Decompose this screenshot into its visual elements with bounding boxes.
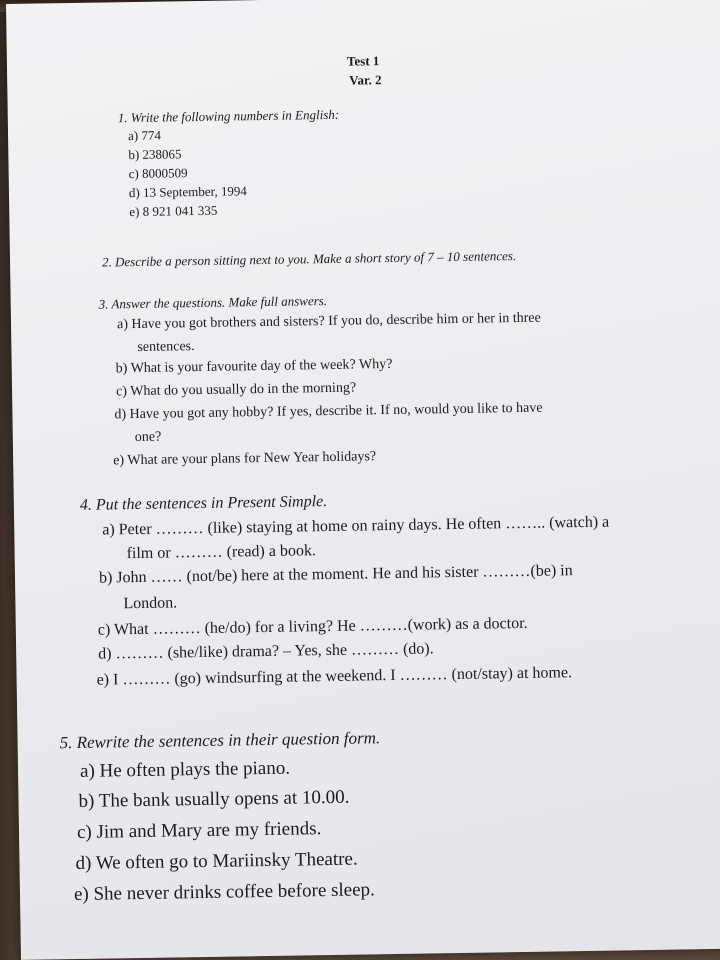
task2-instruction: 2. Describe a person sitting next to you. Make a short story of 7 – 10 sentences. [101, 248, 517, 270]
task3-line: e) What are your plans for New Year holidays? [113, 449, 377, 469]
task4-line: b) John …… (not/be) here at the moment. He and his sister ………(be) in [98, 562, 573, 587]
task3-line: d) Have you got any hobby? If yes, describe it. If no, would you like to have [114, 400, 543, 423]
task3-line: a) Have you got brothers and sisters? If you do, describe him or her in three [116, 310, 541, 333]
task3-instruction: 3. Answer the questions. Make full answers. [98, 292, 328, 312]
test-title: Test 1 [346, 53, 380, 69]
task3-line: sentences. [137, 339, 195, 355]
test-sheet [6, 0, 720, 960]
task4-line: e) I ……… (go) windsurfing at the weekend. I ……… (not/stay) at home. [96, 664, 573, 689]
task3-line: c) What do you usually do in the morning? [115, 380, 357, 400]
task4-line: London. [123, 594, 178, 613]
task1-item: a) 774 [127, 127, 162, 144]
task1-item: d) 13 September, 1994 [128, 183, 247, 201]
task1-item: c) 8000509 [128, 165, 188, 182]
task5-item: c) Jim and Mary are my friends. [76, 818, 322, 843]
task3-line: b) What is your favourite day of the week? Why? [115, 356, 393, 377]
task4-line: film or ……… (read) a book. [126, 542, 317, 563]
task4-line: a) Peter ……… (like) staying at home on rainy days. He often …….. (watch) a [102, 513, 610, 539]
task5-item: b) The bank usually opens at 10.00. [78, 786, 350, 812]
task4-line: c) What ……… (he/do) for a living? He ………(work) as a doctor. [97, 614, 528, 639]
task1-item: b) 238065 [128, 146, 182, 163]
task1-instruction: 1. Write the following numbers in English: [117, 106, 340, 126]
task4-instruction: 4. Put the sentences in Present Simple. [79, 493, 328, 514]
task5-item: a) He often plays the piano. [79, 757, 291, 782]
test-variant: Var. 2 [349, 72, 382, 88]
task3-line: one? [134, 429, 162, 446]
task1-item: e) 8 921 041 335 [129, 202, 218, 220]
task5-item: e) She never drinks coffee before sleep. [73, 879, 375, 906]
task5-instruction: 5. Rewrite the sentences in their question form. [59, 728, 381, 753]
task4-line: d) ……… (she/like) drama? – Yes, she ……… (do). [98, 640, 434, 663]
task5-item: d) We often go to Mariinsky Theatre. [75, 848, 358, 875]
